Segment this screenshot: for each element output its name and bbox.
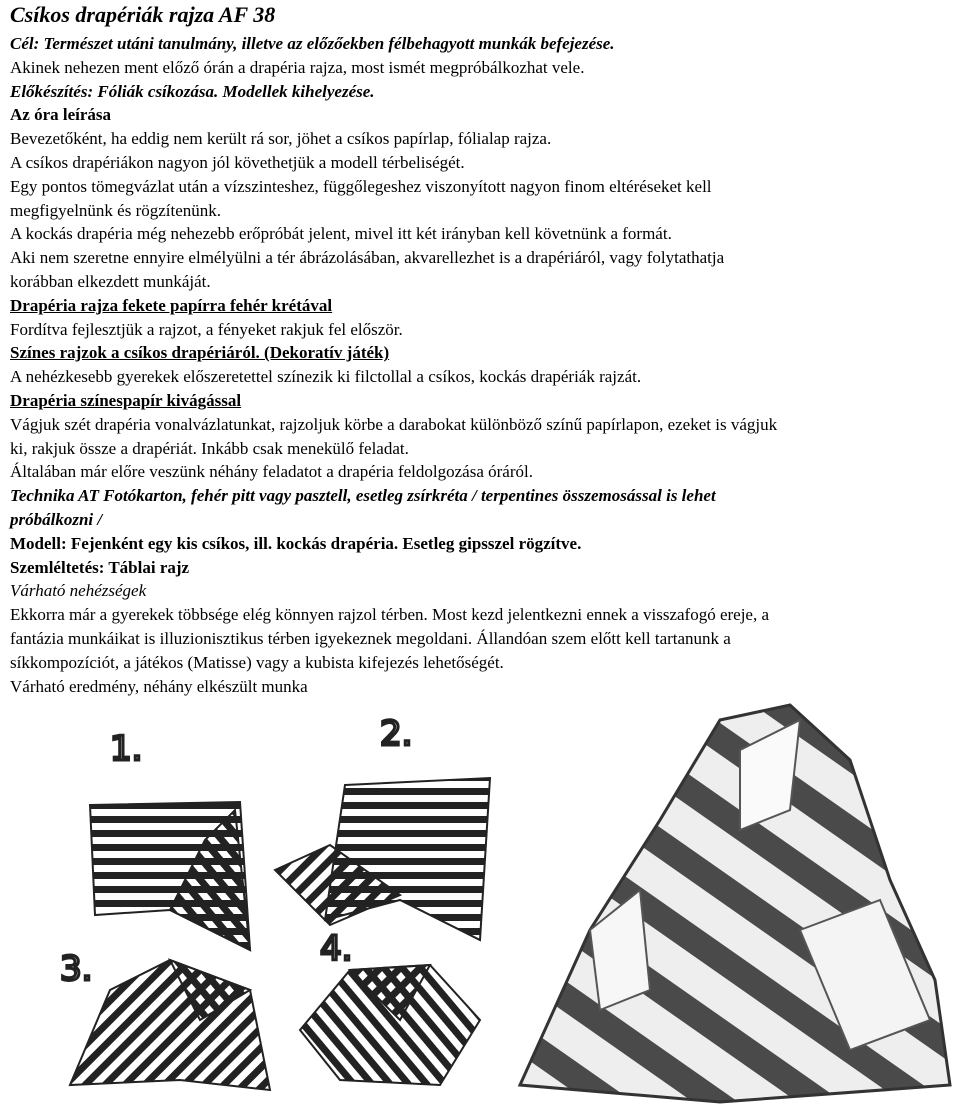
- paragraph-line: Aki nem szeretne ennyire elmélyülni a tér ábrázolásában, akvarellezhet is a drapériáról, vagy folytathatja: [10, 248, 725, 268]
- drawing-4: [300, 929, 480, 1085]
- model-line: Modell: Fejenként egy kis csíkos, ill. kockás drapéria. Esetleg gipsszel rögzítve.: [10, 533, 582, 553]
- technique-line: próbálkozni /: [10, 509, 103, 529]
- section-heading-black-paper: Drapéria rajza fekete papírra fehér krétával: [10, 295, 333, 315]
- preparation-line: Előkészítés: Fóliák csíkozása. Modellek kihelyezése.: [10, 81, 375, 101]
- section-heading-lesson: Az óra leírása: [10, 105, 112, 125]
- section-heading-paper-cutout: Drapéria színespapír kivágással: [10, 390, 242, 410]
- paragraph-line: Akinek nehezen ment előző órán a drapéria rajza, most ismét megpróbálkozhat vele.: [10, 57, 585, 77]
- paragraph-line: megfigyelnünk és rögzítenünk.: [10, 200, 222, 220]
- drawing-label-2: 2.: [380, 714, 413, 754]
- illustration-line: Szemléltetés: Táblai rajz: [10, 557, 190, 577]
- paragraph-line: korábban elkezdett munkáját.: [10, 271, 211, 291]
- drawing-2: [275, 714, 490, 940]
- expected-result-line: Várható eredmény, néhány elkészült munka: [10, 676, 308, 696]
- paragraph-line: Vágjuk szét drapéria vonalvázlatunkat, rajzoljuk körbe a darabokat különböző színű papírlapon, ezeket is vágjuk: [10, 414, 778, 434]
- technique-line: Technika AT Fotókarton, fehér pitt vagy pasztell, esetleg zsírkréta / terpentines összemosással is lehet: [10, 486, 716, 506]
- paragraph-line: A nehézkesebb gyerekek előszeretettel színezik ki filctollal a csíkos, kockás drapériák rajzát.: [10, 367, 642, 387]
- paragraph-line: fantázia munkáikat is illuzionisztikus térben igyekeznek megoldani. Állandóan szem előtt kell tartanunk a: [10, 628, 731, 648]
- paragraph-line: síkkompozíciót, a játékos (Matisse) vagy a kubista kifejezés lehetőségét.: [10, 652, 504, 672]
- paragraph-line: Fordítva fejlesztjük a rajzot, a fényeket rakjuk fel először.: [10, 319, 403, 339]
- paragraph-line: ki, rakjuk össze a drapériát. Inkább csak menekülő feladat.: [10, 438, 409, 458]
- section-heading-difficulties: Várható nehézségek: [10, 581, 147, 601]
- drawing-pencil-drapery: [520, 705, 950, 1102]
- section-heading-colored-drawings: Színes rajzok a csíkos drapériáról. (Dekoratív játék): [10, 343, 390, 363]
- paragraph-line: A csíkos drapériákon nagyon jól követhetjük a modell térbeliségét.: [10, 152, 465, 172]
- student-drawings: [0, 690, 960, 1110]
- paragraph-line: A kockás drapéria még nehezebb erőpróbát jelent, mivel itt két irányban kell követnünk a formát.: [10, 224, 672, 244]
- drawing-label-1: 1.: [110, 729, 143, 769]
- goal-line: Cél: Természet utáni tanulmány, illetve az előzőekben félbehagyott munkák befejezése.: [10, 34, 615, 53]
- paragraph-line: Ekkorra már a gyerekek többsége elég könnyen rajzol térben. Most kezd jelentkezni ennek a visszafogó ereje, a: [10, 605, 770, 625]
- document-title: Csíkos drapériák rajza AF 38: [10, 2, 276, 27]
- paragraph-line: Bevezetőként, ha eddig nem került rá sor, jöhet a csíkos papírlap, fólialap rajza.: [10, 129, 552, 149]
- drawing-3: [60, 949, 270, 1090]
- paragraph-line: Általában már előre veszünk néhány feladatot a drapéria feldolgozása óráról.: [10, 462, 533, 482]
- drawing-1: [90, 729, 250, 950]
- drawing-label-4: 4.: [320, 929, 353, 969]
- document-body: [10, 32, 950, 698]
- drawing-label-3: 3.: [60, 949, 93, 989]
- paragraph-line: Egy pontos tömegvázlat után a vízszinteshez, függőlegeshez viszonyított nagyon finom eltéréseket kell: [10, 176, 712, 196]
